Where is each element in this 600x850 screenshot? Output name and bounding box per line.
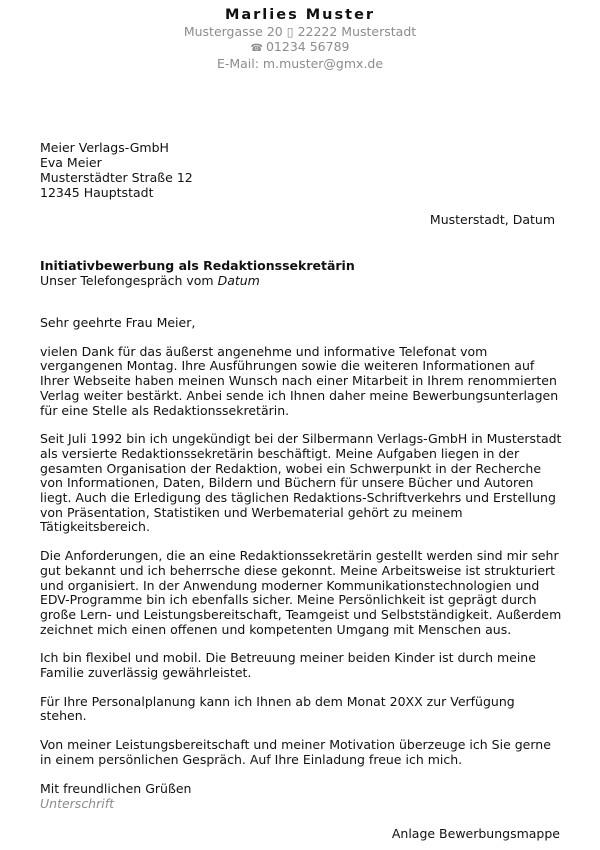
letter-body xyxy=(40,316,565,796)
paragraph-interview: Von meiner Leistungsbereitschaft und meiner Motivation überzeuge ich Sie gerne in einem persönlichen Gespräch. Auf Ihre Einladung freue ich mich. xyxy=(40,737,551,767)
paragraph-availability: Für Ihre Personalplanung kann ich Ihnen ab dem Monat 20XX zur Verfügung stehen. xyxy=(40,693,515,724)
place-date: Musterstadt, Datum xyxy=(429,212,555,227)
recipient-company: Meier Verlags-GmbH xyxy=(40,140,169,155)
phone-icon: ☎ xyxy=(250,43,263,54)
reference-date: Datum xyxy=(217,273,260,288)
recipient-street: Musterstädter Straße 12 xyxy=(40,170,193,185)
recipient-city: 12345 Hauptstadt xyxy=(40,185,154,200)
recipient-address xyxy=(40,140,193,200)
sender-phone: 01234 56789 xyxy=(265,39,350,54)
reference-prefix: Unser Telefongespräch vom xyxy=(40,273,218,288)
recipient-person: Eva Meier xyxy=(40,155,102,170)
sender-email: E-Mail: m.muster@gmx.de xyxy=(216,56,384,71)
paragraph-current-job: Seit Juli 1992 bin ich ungekündigt bei der Silbermann Verlags-GmbH in Musterstadt als versierte Redaktionssekretärin beschäftigt. Meine Aufgaben liegen in der gesamten Organisation der Redaktion, wobei ein Schwerpunkt in der Recherche von Informationen, Daten, Bildern und Büchern für unsere Bücher und Autoren liegt. Auch die Erledigung des täglichen Redaktions-Schriftverkehrs und Erstellung von Präsentation, Statistiken und Werbematerial gehört zu meinem Tätigkeitsbereich. xyxy=(40,431,562,535)
subject-block xyxy=(40,258,355,288)
paragraph-thanks: vielen Dank für das äußerst angenehme und informative Telefonat vom vergangenen Montag. Ihre Ausführungen sowie die weiteren Informationen auf Ihrer Webseite haben meinen Wunsch nach einer Mitarbeit in Ihrem renommierten Verlag weiter bestärkt. Anbei sende ich Ihnen daher meine Bewerbungsunterlagen für eine Stelle als Redaktionssekretärin. xyxy=(40,343,559,418)
signature: Unterschrift xyxy=(40,796,115,811)
sender-name: Marlies Muster xyxy=(224,7,376,23)
enclosure-note: Anlage Bewerbungsmappe xyxy=(391,826,560,841)
paragraph-flexibility: Ich bin flexibel und mobil. Die Betreuung meiner beiden Kinder ist durch meine Familie zuverlässig gewährleistet. xyxy=(40,650,536,681)
closing: Mit freundlichen Grüßen xyxy=(40,780,192,796)
sender-phone-line xyxy=(0,39,600,56)
subject-title: Initiativbewerbung als Redaktionssekretärin xyxy=(40,258,355,273)
letterhead xyxy=(0,6,600,71)
sender-address: Mustergasse 20 ▯ 22222 Musterstadt xyxy=(183,24,417,39)
salutation: Sehr geehrte Frau Meier, xyxy=(40,315,196,330)
subject-reference xyxy=(40,273,355,288)
paragraph-qualifications: Die Anforderungen, die an eine Redaktionssekretärin gestellt werden sind mir sehr gut bekannt und ich beherrsche diese gekonnt. Meine Arbeitsweise ist strukturiert und organisiert. In der Anwendung moderner Kommunikationstechnologien und EDV-Programme bin ich ebenfalls sicher. Meine Persönlichkeit ist geprägt durch große Lern- und Leistungsbereitschaft, Teamgeist und Selbstständigkeit. Außerdem zeichnet mich einen offenen und kompetenten Umgang mit Menschen aus. xyxy=(40,548,562,637)
